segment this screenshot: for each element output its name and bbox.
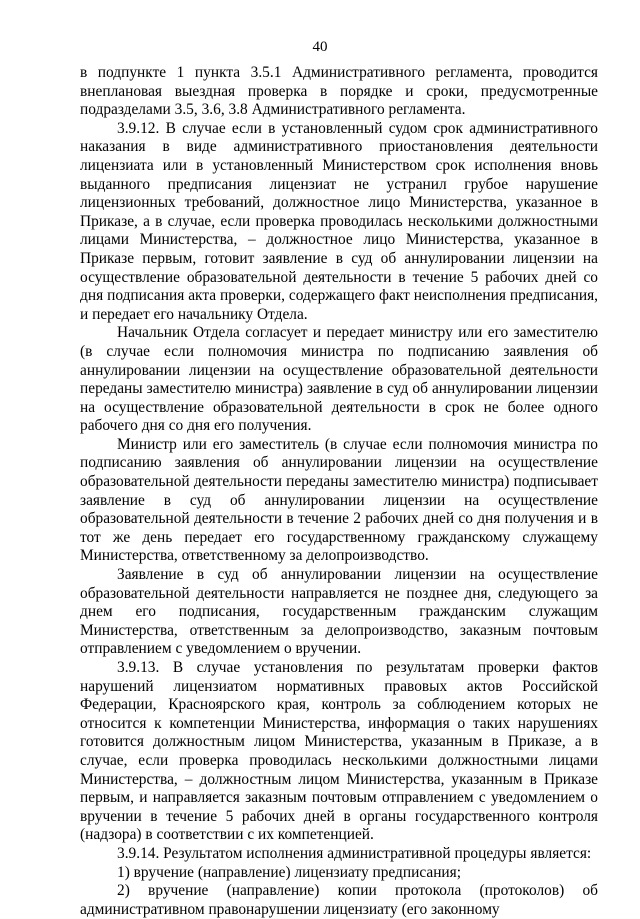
document-body — [80, 64, 598, 919]
list-item-1: 1) вручение (направление) лицензиату предписания; — [117, 863, 462, 881]
paragraph-department-head: Начальник Отдела согласует и передает министру или его заместителю (в случае если полномочия министра по подписанию заявления об аннулировании лицензии на осуществление образовательной деятельности переданы заместителю министра) заявление в суд об аннулировании лицензии на осуществление образовательной деятельности в срок не более одного рабочего дня со дня его получения. — [80, 324, 598, 435]
list-item-2: 2) вручение (направление) копии протокола (протоколов) об административном правонарушении лицензиату (его законному — [80, 882, 598, 918]
page-number: 40 — [312, 39, 328, 55]
paragraph-3-9-12: 3.9.12. В случае если в установленный судом срок административного наказания в виде административного приостановления деятельности лицензиата или в установленный Министерством срок исполнения вновь выданного предписания лицензиат не устранил грубое нарушение лицензионных требований, должностное лицо Министерства, указанное в Приказе, а в случае, если проверка проводилась несколькими должностными лицами Министерства, – должностное лицо Министерства, указанное в Приказе первым, готовит заявление в суд об аннулировании лицензии на осуществление образовательной деятельности в течение 5 рабочих дней со дня подписания акта проверки, содержащего факт неисполнения предписания, и передает его начальнику Отдела. — [80, 119, 598, 323]
paragraph-3-9-13: 3.9.13. В случае установления по результатам проверки фактов нарушений лицензиатом нормативных правовых актов Российской Федерации, Красноярского края, контроль за соблюдением которых не относится к компетенции Министерства, информация о таких нарушениях готовится должностным лицом Министерства, указанным в Приказе, а в случае, если проверка проводилась несколькими должностными лицами Министерства, – должностным лицом Министерства, указанным в Приказе первым, и направляется заказным почтовым отправлением с уведомлением о вручении в течение 5 рабочих дней в органы государственного контроля (надзора) в соответствии с их компетенцией. — [80, 659, 598, 844]
paragraph-application-sent: Заявление в суд об аннулировании лицензии на осуществление образовательной деятельности направляется не позднее дня, следующего за днем его подписания, государственным гражданским служащим Министерства, ответственным за делопроизводство, заказным почтовым отправлением с уведомлением о вручении. — [80, 566, 598, 658]
paragraph-minister-signs: Министр или его заместитель (в случае если полномочия министра по подписанию заявления об аннулировании лицензии на осуществление образовательной деятельности переданы заместителю министра) подписывает заявление в суд об аннулировании лицензии на осуществление образовательной деятельности в течение 2 рабочих дней со дня получения и в тот же день передает его государственному гражданскому служащему Министерства, ответственному за делопроизводство. — [80, 435, 598, 565]
paragraph-3-9-14: 3.9.14. Результатом исполнения административной процедуры является: — [117, 844, 592, 862]
paragraph-continuation: в подпункте 1 пункта 3.5.1 Административного регламента, проводится внеплановая выездная проверка в порядке и сроки, предусмотренные подразделами 3.5, 3.6, 3.8 Административного регламента. — [80, 64, 598, 119]
